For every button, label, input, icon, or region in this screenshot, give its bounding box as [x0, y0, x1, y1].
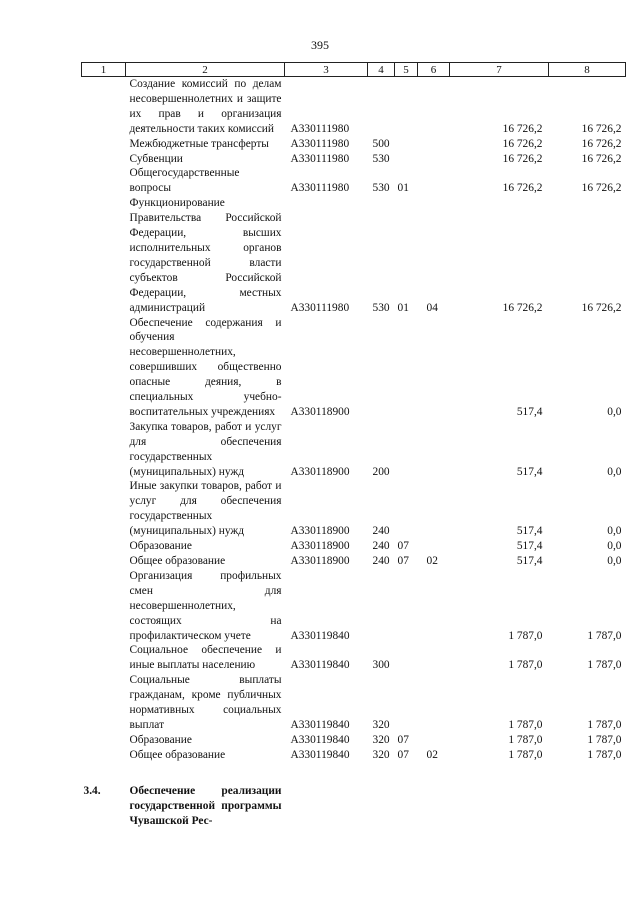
row-code: А330119840: [290, 659, 350, 672]
row-section: [395, 569, 418, 644]
row-subsection: [418, 420, 450, 480]
header-col-5: 5: [395, 63, 418, 77]
row-section: [395, 643, 418, 673]
row-amount-2: 16 726,2: [581, 301, 622, 314]
page-number: 395: [311, 38, 329, 52]
row-subsection: 04: [426, 301, 438, 314]
row-code: А330111980: [290, 301, 350, 314]
row-amount-1: 517,4: [516, 465, 543, 478]
row-code: А330119840: [290, 629, 350, 642]
section-title: Обеспечение реализации государственной программы Чувашской Рес-: [129, 784, 282, 827]
row-amount-1: 517,4: [516, 525, 543, 538]
row-number: [82, 748, 126, 763]
row-expense-type: 200: [372, 465, 390, 478]
row-amount-2: 1 787,0: [587, 659, 622, 672]
row-subsection: [418, 673, 450, 733]
row-amount-1: 517,4: [516, 405, 543, 418]
row-expense-type: 240: [372, 540, 390, 553]
row-code: А330111980: [290, 137, 350, 150]
row-expense-type: [368, 77, 395, 137]
row-amount-2: 1 787,0: [587, 718, 622, 731]
header-col-1: 1: [82, 63, 126, 77]
row-expense-type: 320: [372, 748, 390, 761]
row-expense-type: 500: [372, 137, 390, 150]
row-name: Образование: [129, 540, 192, 553]
row-subsection: [418, 152, 450, 167]
row-amount-1: 16 726,2: [502, 182, 543, 195]
row-section: [395, 673, 418, 733]
row-code: А330118900: [290, 465, 350, 478]
row-number: [82, 420, 126, 480]
row-section: 07: [397, 733, 409, 746]
table-row: [82, 733, 626, 748]
table-row: [82, 152, 626, 167]
header-row: [82, 63, 626, 77]
row-section: [395, 316, 418, 420]
header-col-6: 6: [418, 63, 450, 77]
row-number: [82, 643, 126, 673]
table-row: [82, 166, 626, 196]
row-expense-type: 240: [372, 555, 390, 567]
row-section: 07: [397, 540, 409, 553]
row-section: [395, 152, 418, 167]
row-subsection: [418, 569, 450, 644]
row-number: [82, 554, 126, 569]
row-number: [82, 152, 126, 167]
row-amount-2: 0,0: [607, 555, 622, 567]
row-section: 01: [397, 182, 409, 195]
table-row: [82, 554, 626, 569]
row-expense-type: [368, 569, 395, 644]
row-subsection: 02: [426, 555, 438, 567]
table-row: [82, 569, 626, 644]
row-amount-2: 0,0: [607, 405, 622, 418]
row-amount-1: 1 787,0: [508, 659, 543, 672]
row-number: [82, 673, 126, 733]
row-subsection: [418, 479, 450, 539]
row-section: [395, 137, 418, 152]
row-code: А330118900: [290, 405, 350, 418]
row-name: Иные закупки товаров, работ и услуг для обеспечения государственных (муниципальных) нужд: [129, 480, 282, 538]
row-name: Обеспечение содержания и обучения несовершеннолетних, совершивших общественно опасные деяния, в специальных учебно-воспитательных учреждениях: [129, 316, 282, 418]
row-amount-2: 0,0: [607, 540, 622, 553]
row-section: 01: [397, 301, 409, 314]
row-expense-type: 320: [372, 718, 390, 731]
row-expense-type: 320: [372, 733, 390, 746]
row-name: Межбюджетные трансферты: [129, 137, 269, 150]
row-expense-type: 300: [372, 659, 390, 672]
row-amount-2: 0,0: [607, 465, 622, 478]
row-code: А330111980: [290, 182, 350, 195]
row-expense-type: 530: [372, 152, 390, 165]
row-code: А330119840: [290, 748, 350, 761]
row-number: [82, 316, 126, 420]
row-code: А330118900: [290, 525, 350, 538]
row-number: [82, 733, 126, 748]
header-col-8: 8: [549, 63, 626, 77]
row-expense-type: 530: [372, 301, 390, 314]
row-amount-2: 1 787,0: [587, 629, 622, 642]
table-row: [82, 673, 626, 733]
budget-table: [81, 62, 626, 828]
row-expense-type: 240: [372, 525, 390, 538]
table-row: [82, 643, 626, 673]
row-subsection: 02: [426, 748, 438, 761]
row-amount-1: 1 787,0: [508, 733, 543, 746]
row-name: Общегосударственные вопросы: [129, 167, 240, 195]
section-gap: [82, 763, 626, 784]
row-number: [82, 479, 126, 539]
row-subsection: [418, 77, 450, 137]
row-name: Функционирование Правительства Российской Федерации, высших исполнительных органов государственной власти субъектов Российской Федерации, местных администраций: [129, 197, 282, 314]
table-row: [82, 479, 626, 539]
row-number: [82, 166, 126, 196]
row-number: [82, 539, 126, 554]
row-name: Организация профильных смен для несовершеннолетних, состоящих на профилактическом учете: [129, 569, 282, 642]
row-section: 07: [397, 748, 409, 761]
row-name: Социальное обеспечение и иные выплаты населению: [129, 644, 282, 672]
row-amount-1: 517,4: [516, 555, 543, 567]
row-subsection: [418, 137, 450, 152]
row-name: Закупка товаров, работ и услуг для обеспечения государственных (муниципальных) нужд: [129, 420, 282, 478]
row-amount-1: 1 787,0: [508, 718, 543, 731]
row-amount-2: 0,0: [607, 525, 622, 538]
row-amount-1: 16 726,2: [502, 137, 543, 150]
table-row: [82, 420, 626, 480]
row-name: Социальные выплаты гражданам, кроме публичных нормативных социальных выплат: [129, 674, 282, 731]
row-name: Общее образование: [129, 555, 226, 567]
row-expense-type: [368, 316, 395, 420]
row-subsection: [418, 539, 450, 554]
row-section: 07: [397, 555, 409, 567]
row-amount-2: 1 787,0: [587, 748, 622, 761]
header-col-2: 2: [126, 63, 285, 77]
row-code: А330119840: [290, 733, 350, 746]
row-subsection: [418, 643, 450, 673]
header-col-3: 3: [285, 63, 368, 77]
row-amount-1: 1 787,0: [508, 629, 543, 642]
header-col-7: 7: [450, 63, 549, 77]
row-amount-2: 16 726,2: [581, 152, 622, 165]
section-number: 3.4.: [83, 784, 101, 797]
row-section: [395, 77, 418, 137]
row-expense-type: 530: [372, 182, 390, 195]
section-row: [82, 784, 626, 829]
row-amount-1: 1 787,0: [508, 748, 543, 761]
row-amount-2: 16 726,2: [581, 122, 622, 135]
row-amount-1: 16 726,2: [502, 152, 543, 165]
row-amount-1: 517,4: [516, 540, 543, 553]
header-col-4: 4: [368, 63, 395, 77]
row-subsection: [418, 316, 450, 420]
row-name: Образование: [129, 733, 192, 746]
table-row: [82, 748, 626, 763]
table-row: [82, 539, 626, 554]
row-number: [82, 137, 126, 152]
row-code: А330119840: [290, 718, 350, 731]
table-row: [82, 77, 626, 137]
row-name: Субвенции: [129, 152, 183, 165]
row-amount-2: 16 726,2: [581, 137, 622, 150]
row-section: [395, 479, 418, 539]
table-row: [82, 137, 626, 152]
row-name: Общее образование: [129, 748, 226, 761]
row-amount-1: 16 726,2: [502, 122, 543, 135]
row-name: Создание комиссий по делам несовершеннолетних и защите их прав и организация деятельности таких комиссий: [129, 78, 282, 135]
row-code: А330118900: [290, 540, 350, 553]
table-row: [82, 316, 626, 420]
row-amount-2: 16 726,2: [581, 182, 622, 195]
row-code: А330111980: [290, 152, 350, 165]
row-code: А330111980: [290, 122, 350, 135]
row-amount-2: 1 787,0: [587, 733, 622, 746]
row-section: [395, 420, 418, 480]
row-amount-1: 16 726,2: [502, 301, 543, 314]
row-subsection: [418, 166, 450, 196]
row-number: [82, 77, 126, 137]
row-number: [82, 196, 126, 315]
row-number: [82, 569, 126, 644]
row-subsection: [418, 733, 450, 748]
row-code: А330118900: [290, 555, 350, 567]
table-row: [82, 196, 626, 315]
